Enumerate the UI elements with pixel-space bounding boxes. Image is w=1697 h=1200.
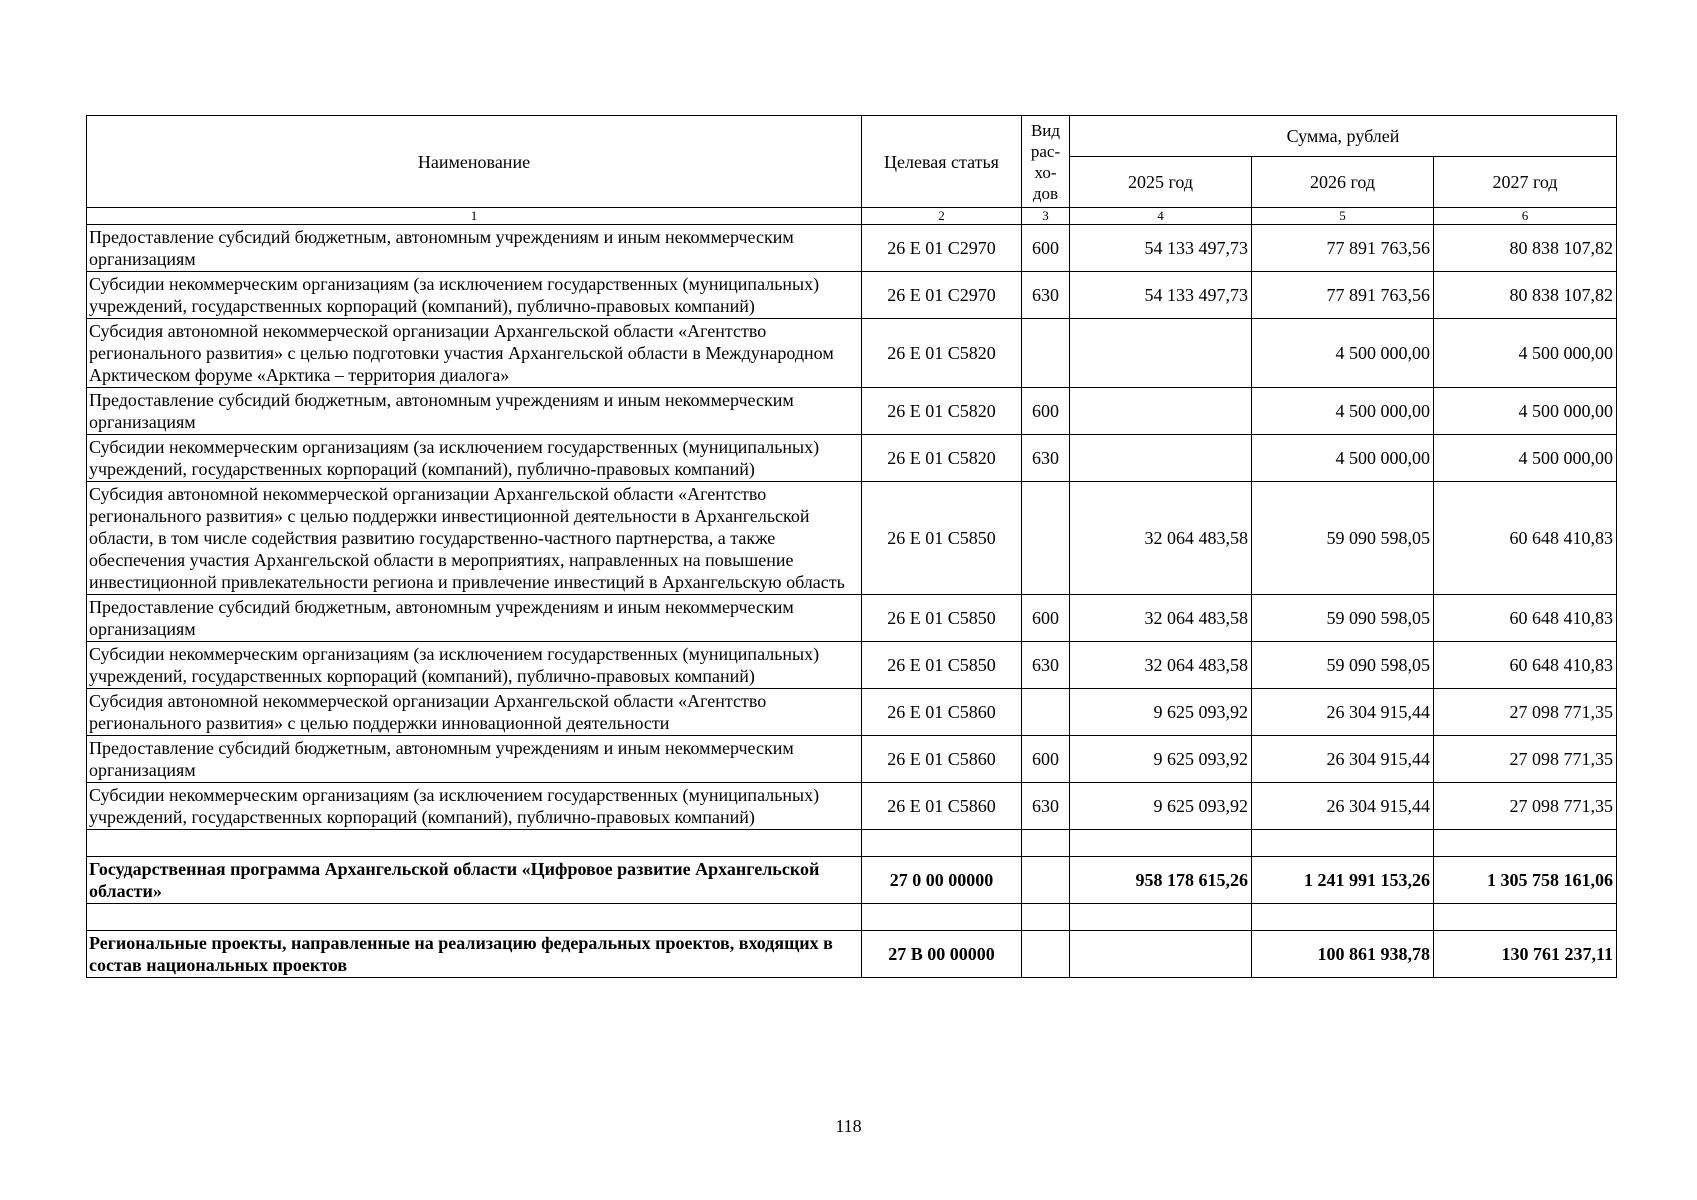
spacer-cell [1252,830,1434,857]
spacer-cell [862,830,1022,857]
row-name: Субсидии некоммерческим организациям (за исключением государственных (муниципальных) учреждений, государственных корпораций (компаний), публично-правовых компаний) [87,272,862,319]
row-name: Государственная программа Архангельской области «Цифровое развитие Архангельской области» [87,857,862,904]
budget-table [86,115,1617,978]
row-target-code: 26 Е 01 С5860 [862,689,1022,736]
row-target-code: 26 Е 01 С5820 [862,388,1022,435]
header-vid: Вид рас-хо-дов [1022,116,1070,208]
header-sum: Сумма, рублей [1070,116,1617,157]
row-expense-type: 630 [1022,783,1070,830]
header-year-2027: 2027 год [1434,157,1617,208]
header-name: Наименование [87,116,862,208]
row-amount-2027: 4 500 000,00 [1434,435,1617,482]
header-target: Целевая статья [862,116,1022,208]
spacer-cell [1022,904,1070,931]
row-amount-2027: 4 500 000,00 [1434,319,1617,388]
table-row [87,904,1617,931]
row-name: Предоставление субсидий бюджетным, автономным учреждениям и иным некоммерческим организациям [87,225,862,272]
row-amount-2026: 77 891 763,56 [1252,225,1434,272]
row-amount-2025: 9 625 093,92 [1070,736,1252,783]
row-amount-2026: 4 500 000,00 [1252,435,1434,482]
row-expense-type: 600 [1022,388,1070,435]
row-amount-2027: 60 648 410,83 [1434,642,1617,689]
row-target-code: 26 Е 01 С5860 [862,783,1022,830]
table-row [87,857,1617,904]
row-name: Предоставление субсидий бюджетным, автономным учреждениям и иным некоммерческим организациям [87,595,862,642]
table-row [87,225,1617,272]
column-number: 1 [87,208,862,225]
row-amount-2027: 27 098 771,35 [1434,736,1617,783]
spacer-cell [1434,830,1617,857]
row-name: Субсидии некоммерческим организациям (за исключением государственных (муниципальных) учреждений, государственных корпораций (компаний), публично-правовых компаний) [87,783,862,830]
row-target-code: 26 Е 01 С5860 [862,736,1022,783]
row-amount-2027: 4 500 000,00 [1434,388,1617,435]
row-amount-2027: 60 648 410,83 [1434,595,1617,642]
row-amount-2027: 80 838 107,82 [1434,272,1617,319]
row-amount-2025: 32 064 483,58 [1070,482,1252,595]
row-amount-2026: 4 500 000,00 [1252,319,1434,388]
row-amount-2027: 80 838 107,82 [1434,225,1617,272]
table-row [87,931,1617,978]
row-expense-type [1022,857,1070,904]
column-number: 6 [1434,208,1617,225]
row-amount-2025: 9 625 093,92 [1070,689,1252,736]
row-amount-2026: 59 090 598,05 [1252,642,1434,689]
row-amount-2025 [1070,388,1252,435]
table-row [87,319,1617,388]
row-target-code: 26 Е 01 С5850 [862,482,1022,595]
table-header [87,116,1617,225]
spacer-cell [87,830,862,857]
row-amount-2025: 958 178 615,26 [1070,857,1252,904]
spacer-cell [1070,904,1252,931]
row-amount-2026: 59 090 598,05 [1252,482,1434,595]
row-expense-type: 600 [1022,595,1070,642]
table-row [87,736,1617,783]
row-expense-type: 630 [1022,435,1070,482]
row-amount-2025: 9 625 093,92 [1070,783,1252,830]
row-expense-type: 630 [1022,642,1070,689]
table-row [87,783,1617,830]
row-target-code: 26 Е 01 С5850 [862,642,1022,689]
column-number: 3 [1022,208,1070,225]
row-amount-2025: 54 133 497,73 [1070,272,1252,319]
row-amount-2027: 60 648 410,83 [1434,482,1617,595]
table-row [87,272,1617,319]
row-expense-type [1022,319,1070,388]
row-expense-type [1022,482,1070,595]
row-name: Субсидии некоммерческим организациям (за исключением государственных (муниципальных) учреждений, государственных корпораций (компаний), публично-правовых компаний) [87,435,862,482]
row-target-code: 26 Е 01 С5820 [862,435,1022,482]
row-amount-2027: 1 305 758 161,06 [1434,857,1617,904]
column-number: 4 [1070,208,1252,225]
row-expense-type [1022,931,1070,978]
row-amount-2026: 1 241 991 153,26 [1252,857,1434,904]
row-amount-2025: 32 064 483,58 [1070,642,1252,689]
table-row [87,642,1617,689]
row-expense-type: 630 [1022,272,1070,319]
spacer-cell [862,904,1022,931]
table-row [87,388,1617,435]
row-name: Субсидии некоммерческим организациям (за исключением государственных (муниципальных) учреждений, государственных корпораций (компаний), публично-правовых компаний) [87,642,862,689]
row-amount-2025 [1070,931,1252,978]
spacer-cell [87,904,862,931]
spacer-cell [1070,830,1252,857]
row-expense-type [1022,689,1070,736]
row-amount-2026: 77 891 763,56 [1252,272,1434,319]
table-body [87,225,1617,978]
row-target-code: 26 Е 01 С2970 [862,225,1022,272]
row-amount-2025: 32 064 483,58 [1070,595,1252,642]
row-target-code: 26 Е 01 С5820 [862,319,1022,388]
table-row [87,830,1617,857]
spacer-cell [1434,904,1617,931]
row-target-code: 27 В 00 00000 [862,931,1022,978]
row-amount-2026: 4 500 000,00 [1252,388,1434,435]
row-name: Субсидия автономной некоммерческой организации Архангельской области «Агентство регионального развития» с целью поддержки инвестиционной деятельности в Архангельской области, в том числе содействия развитию государственно-частного партнерства, а также обеспечения участия Архангельской области в мероприятиях, направленных на повышение инвестиционной привлекательности региона и привлечение инвестиций в Архангельскую область [87,482,862,595]
table-row [87,435,1617,482]
spacer-cell [1252,904,1434,931]
table-row [87,482,1617,595]
column-numbers-row [87,208,1617,225]
row-amount-2025 [1070,435,1252,482]
spacer-cell [1022,830,1070,857]
page-number: 118 [835,1116,862,1136]
row-amount-2027: 27 098 771,35 [1434,689,1617,736]
row-amount-2027: 27 098 771,35 [1434,783,1617,830]
row-expense-type: 600 [1022,736,1070,783]
row-name: Предоставление субсидий бюджетным, автономным учреждениям и иным некоммерческим организациям [87,736,862,783]
row-amount-2026: 59 090 598,05 [1252,595,1434,642]
row-expense-type: 600 [1022,225,1070,272]
row-name: Предоставление субсидий бюджетным, автономным учреждениям и иным некоммерческим организациям [87,388,862,435]
column-number: 5 [1252,208,1434,225]
header-year-2025: 2025 год [1070,157,1252,208]
row-target-code: 26 Е 01 С5850 [862,595,1022,642]
row-amount-2026: 100 861 938,78 [1252,931,1434,978]
table-row [87,689,1617,736]
row-amount-2025 [1070,319,1252,388]
row-amount-2027: 130 761 237,11 [1434,931,1617,978]
row-amount-2026: 26 304 915,44 [1252,689,1434,736]
row-name: Субсидия автономной некоммерческой организации Архангельской области «Агентство регионального развития» с целью поддержки инновационной деятельности [87,689,862,736]
row-target-code: 26 Е 01 С2970 [862,272,1022,319]
row-amount-2026: 26 304 915,44 [1252,736,1434,783]
row-amount-2025: 54 133 497,73 [1070,225,1252,272]
table-row [87,595,1617,642]
row-name: Субсидия автономной некоммерческой организации Архангельской области «Агентство регионального развития» с целью подготовки участия Архангельской области в Международном Арктическом форуме «Арктика – территория диалога» [87,319,862,388]
row-amount-2026: 26 304 915,44 [1252,783,1434,830]
column-number: 2 [862,208,1022,225]
row-name: Региональные проекты, направленные на реализацию федеральных проектов, входящих в состав национальных проектов [87,931,862,978]
header-year-2026: 2026 год [1252,157,1434,208]
row-target-code: 27 0 00 00000 [862,857,1022,904]
